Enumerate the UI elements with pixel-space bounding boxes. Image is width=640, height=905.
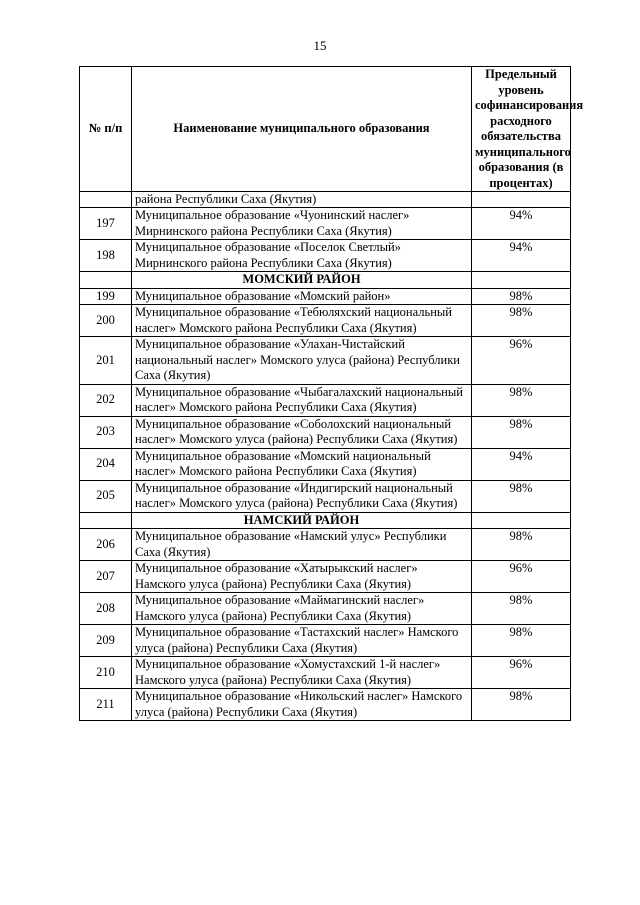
row-number: 204 — [80, 448, 132, 480]
section-empty-cell — [80, 512, 132, 529]
table-row — [80, 240, 571, 272]
table-row — [80, 480, 571, 512]
row-name: Муниципальное образование «Маймагинский наслег» Намского улуса (района) Республики Саха (Якутия) — [132, 593, 472, 625]
table-row — [80, 448, 571, 480]
row-name: Муниципальное образование «Соболохский национальный наслег» Момского улуса (района) Республики Саха (Якутия) — [132, 416, 472, 448]
row-name: Муниципальное образование «Улахан-Чистайский национальный наслег» Момского улуса (района) Республики Саха (Якутия) — [132, 337, 472, 385]
row-number: 203 — [80, 416, 132, 448]
row-number: 202 — [80, 384, 132, 416]
row-number: 209 — [80, 625, 132, 657]
row-name: Муниципальное образование «Намский улус» Республики Саха (Якутия) — [132, 529, 472, 561]
table-row — [80, 625, 571, 657]
row-value: 94% — [472, 208, 571, 240]
section-empty-cell — [80, 272, 132, 289]
table-row — [80, 529, 571, 561]
row-value: 98% — [472, 625, 571, 657]
row-value: 98% — [472, 689, 571, 721]
header-number: № п/п — [80, 67, 132, 192]
page-number: 15 — [313, 38, 327, 53]
row-name: Муниципальное образование «Чуонинский наслег» Мирнинского района Республики Саха (Якутия) — [132, 208, 472, 240]
row-name: Муниципальное образование «Тебюляхский национальный наслег» Момского района Республики Саха (Якутия) — [132, 305, 472, 337]
row-number: 208 — [80, 593, 132, 625]
row-name: Муниципальное образование «Чыбагалахский национальный наслег» Момского района Республики Саха (Якутия) — [132, 384, 472, 416]
row-value: 94% — [472, 448, 571, 480]
table-row — [80, 384, 571, 416]
table-header-row — [80, 67, 571, 192]
row-number: 199 — [80, 288, 132, 305]
row-value: 98% — [472, 288, 571, 305]
table-row — [80, 561, 571, 593]
table-row — [80, 208, 571, 240]
row-value: 98% — [472, 529, 571, 561]
section-row — [80, 512, 571, 529]
row-number: 201 — [80, 337, 132, 385]
row-value: 96% — [472, 657, 571, 689]
row-value: 96% — [472, 561, 571, 593]
row-number: 200 — [80, 305, 132, 337]
continuation-num — [80, 192, 132, 208]
table-row — [80, 593, 571, 625]
row-name: Муниципальное образование «Момский район» — [132, 288, 472, 305]
row-number: 210 — [80, 657, 132, 689]
row-value: 98% — [472, 593, 571, 625]
row-name: Муниципальное образование «Тастахский наслег» Намского улуса (района) Республики Саха (Якутия) — [132, 625, 472, 657]
row-number: 211 — [80, 689, 132, 721]
table-row — [80, 657, 571, 689]
row-value: 98% — [472, 384, 571, 416]
row-value: 98% — [472, 416, 571, 448]
section-title: НАМСКИЙ РАЙОН — [132, 512, 472, 529]
row-number: 205 — [80, 480, 132, 512]
row-value: 98% — [472, 480, 571, 512]
continuation-row — [80, 192, 571, 208]
header-name: Наименование муниципального образования — [132, 67, 472, 192]
continuation-name: района Республики Саха (Якутия) — [132, 192, 472, 208]
row-number: 206 — [80, 529, 132, 561]
table-row — [80, 416, 571, 448]
table-row — [80, 689, 571, 721]
section-empty-cell — [472, 512, 571, 529]
row-name: Муниципальное образование «Индигирский национальный наслег» Момского улуса (района) Республики Саха (Якутия) — [132, 480, 472, 512]
row-number: 197 — [80, 208, 132, 240]
section-row — [80, 272, 571, 289]
section-empty-cell — [472, 272, 571, 289]
row-number: 207 — [80, 561, 132, 593]
row-name: Муниципальное образование «Поселок Светлый» Мирнинского района Республики Саха (Якутия) — [132, 240, 472, 272]
row-value: 98% — [472, 305, 571, 337]
row-name: Муниципальное образование «Хомустахский 1-й наслег» Намского улуса (района) Республики Саха (Якутия) — [132, 657, 472, 689]
table-row — [80, 305, 571, 337]
row-name: Муниципальное образование «Хатырыкский наслег» Намского улуса (района) Республики Саха (Якутия) — [132, 561, 472, 593]
row-value: 96% — [472, 337, 571, 385]
row-name: Муниципальное образование «Момский национальный наслег» Момского района Республики Саха (Якутия) — [132, 448, 472, 480]
section-title: МОМСКИЙ РАЙОН — [132, 272, 472, 289]
row-number: 198 — [80, 240, 132, 272]
cofinancing-table — [79, 66, 584, 721]
table-row — [80, 288, 571, 305]
table-row — [80, 337, 571, 385]
continuation-value — [472, 192, 571, 208]
header-level: Предельный уровень софинансирования расходного обязательства муниципального образования (в процентах) — [472, 67, 571, 192]
row-name: Муниципальное образование «Никольский наслег» Намского улуса (района) Республики Саха (Якутия) — [132, 689, 472, 721]
row-value: 94% — [472, 240, 571, 272]
